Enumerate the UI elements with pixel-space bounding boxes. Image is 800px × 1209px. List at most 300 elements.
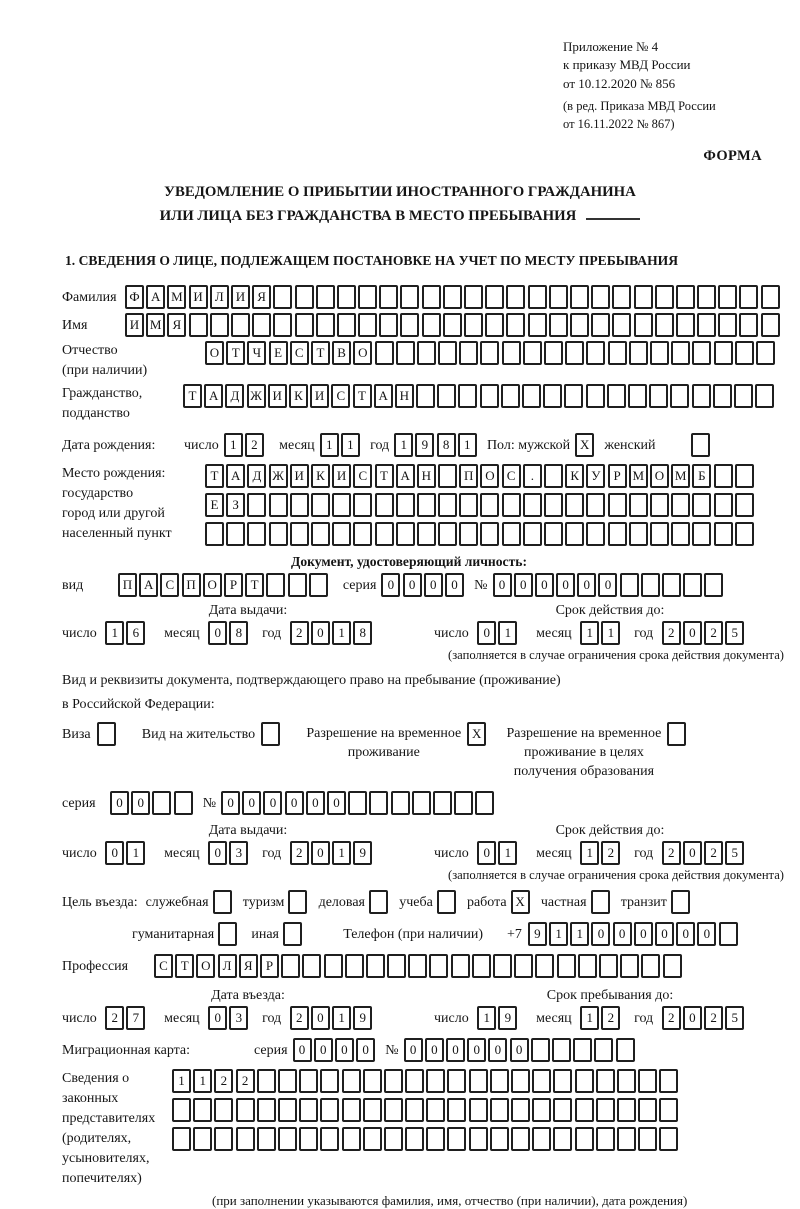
form-cell[interactable] bbox=[523, 493, 542, 517]
form-cell[interactable]: 2 bbox=[214, 1069, 233, 1093]
form-cell[interactable] bbox=[676, 285, 695, 309]
form-cell[interactable]: 7 bbox=[126, 1006, 145, 1030]
form-cell[interactable]: А bbox=[146, 285, 165, 309]
form-cell[interactable]: 0 bbox=[208, 621, 227, 645]
form-cell[interactable]: Р bbox=[608, 464, 627, 488]
form-cell[interactable]: X bbox=[575, 433, 594, 457]
form-cell[interactable] bbox=[490, 1098, 509, 1122]
form-cell[interactable]: Ж bbox=[247, 384, 266, 408]
form-cell[interactable] bbox=[612, 285, 631, 309]
form-cell[interactable]: 0 bbox=[477, 621, 496, 645]
form-cell[interactable] bbox=[320, 1098, 339, 1122]
form-cell[interactable] bbox=[553, 1098, 572, 1122]
form-cell[interactable] bbox=[511, 1069, 530, 1093]
form-cell[interactable] bbox=[586, 493, 605, 517]
form-cell[interactable] bbox=[671, 522, 690, 546]
form-cell[interactable] bbox=[570, 313, 589, 337]
form-cell[interactable] bbox=[218, 922, 237, 946]
form-cell[interactable] bbox=[469, 1098, 488, 1122]
form-cell[interactable]: . bbox=[523, 464, 542, 488]
form-cell[interactable]: 0 bbox=[242, 791, 261, 815]
form-cell[interactable]: 2 bbox=[704, 841, 723, 865]
form-cell[interactable] bbox=[213, 890, 232, 914]
form-cell[interactable]: 0 bbox=[683, 1006, 702, 1030]
form-cell[interactable]: М bbox=[671, 464, 690, 488]
form-cell[interactable]: О bbox=[203, 573, 222, 597]
form-cell[interactable] bbox=[273, 285, 292, 309]
form-cell[interactable]: И bbox=[268, 384, 287, 408]
form-cell[interactable]: Т bbox=[183, 384, 202, 408]
form-cell[interactable] bbox=[405, 1069, 424, 1093]
form-cell[interactable] bbox=[210, 313, 229, 337]
form-cell[interactable]: 2 bbox=[662, 841, 681, 865]
form-cell[interactable] bbox=[502, 341, 521, 365]
form-cell[interactable]: 1 bbox=[193, 1069, 212, 1093]
form-cell[interactable] bbox=[205, 522, 224, 546]
form-cell[interactable] bbox=[532, 1127, 551, 1151]
form-cell[interactable]: С bbox=[331, 384, 350, 408]
form-cell[interactable] bbox=[443, 313, 462, 337]
form-cell[interactable] bbox=[553, 1127, 572, 1151]
form-cell[interactable] bbox=[718, 285, 737, 309]
form-cell[interactable] bbox=[266, 573, 285, 597]
form-cell[interactable]: 9 bbox=[498, 1006, 517, 1030]
form-cell[interactable] bbox=[290, 522, 309, 546]
form-cell[interactable]: Я bbox=[167, 313, 186, 337]
form-cell[interactable]: 0 bbox=[556, 573, 575, 597]
form-cell[interactable] bbox=[332, 493, 351, 517]
form-cell[interactable]: 1 bbox=[580, 841, 599, 865]
form-cell[interactable] bbox=[544, 522, 563, 546]
form-cell[interactable]: П bbox=[118, 573, 137, 597]
form-cell[interactable]: 2 bbox=[601, 841, 620, 865]
form-cell[interactable] bbox=[320, 1127, 339, 1151]
form-cell[interactable]: И bbox=[125, 313, 144, 337]
form-cell[interactable] bbox=[522, 384, 541, 408]
form-cell[interactable] bbox=[667, 722, 686, 746]
form-cell[interactable] bbox=[261, 722, 280, 746]
form-cell[interactable]: 1 bbox=[570, 922, 589, 946]
form-cell[interactable] bbox=[659, 1098, 678, 1122]
form-cell[interactable] bbox=[655, 313, 674, 337]
form-cell[interactable] bbox=[692, 493, 711, 517]
form-cell[interactable]: 1 bbox=[477, 1006, 496, 1030]
form-cell[interactable]: И bbox=[310, 384, 329, 408]
form-cell[interactable] bbox=[692, 341, 711, 365]
form-cell[interactable]: Ф bbox=[125, 285, 144, 309]
form-cell[interactable] bbox=[437, 890, 456, 914]
form-cell[interactable] bbox=[607, 384, 626, 408]
form-cell[interactable]: 0 bbox=[311, 1006, 330, 1030]
form-cell[interactable] bbox=[596, 1127, 615, 1151]
form-cell[interactable] bbox=[299, 1069, 318, 1093]
form-cell[interactable] bbox=[469, 1069, 488, 1093]
form-cell[interactable] bbox=[714, 341, 733, 365]
form-cell[interactable] bbox=[514, 954, 533, 978]
form-cell[interactable]: 2 bbox=[662, 1006, 681, 1030]
form-cell[interactable] bbox=[629, 341, 648, 365]
form-cell[interactable] bbox=[400, 285, 419, 309]
form-cell[interactable]: А bbox=[396, 464, 415, 488]
form-cell[interactable] bbox=[735, 464, 754, 488]
form-cell[interactable] bbox=[565, 522, 584, 546]
form-cell[interactable]: Е bbox=[269, 341, 288, 365]
form-cell[interactable] bbox=[464, 285, 483, 309]
form-cell[interactable]: 0 bbox=[327, 791, 346, 815]
form-cell[interactable]: 0 bbox=[314, 1038, 333, 1062]
form-cell[interactable] bbox=[523, 341, 542, 365]
form-cell[interactable]: Н bbox=[417, 464, 436, 488]
form-cell[interactable]: 5 bbox=[725, 1006, 744, 1030]
form-cell[interactable] bbox=[396, 493, 415, 517]
form-cell[interactable]: О bbox=[480, 464, 499, 488]
form-cell[interactable] bbox=[426, 1069, 445, 1093]
form-cell[interactable]: 6 bbox=[126, 621, 145, 645]
form-cell[interactable]: 5 bbox=[725, 621, 744, 645]
form-cell[interactable] bbox=[659, 1069, 678, 1093]
form-cell[interactable] bbox=[739, 285, 758, 309]
form-cell[interactable] bbox=[422, 313, 441, 337]
form-cell[interactable] bbox=[761, 285, 780, 309]
form-cell[interactable] bbox=[628, 384, 647, 408]
form-cell[interactable] bbox=[447, 1098, 466, 1122]
form-cell[interactable] bbox=[485, 313, 504, 337]
form-cell[interactable]: 0 bbox=[293, 1038, 312, 1062]
form-cell[interactable] bbox=[309, 573, 328, 597]
form-cell[interactable] bbox=[528, 285, 547, 309]
form-cell[interactable]: 1 bbox=[172, 1069, 191, 1093]
form-cell[interactable] bbox=[629, 522, 648, 546]
form-cell[interactable]: X bbox=[511, 890, 530, 914]
form-cell[interactable] bbox=[193, 1127, 212, 1151]
form-cell[interactable] bbox=[608, 341, 627, 365]
form-cell[interactable] bbox=[634, 313, 653, 337]
form-cell[interactable] bbox=[324, 954, 343, 978]
form-cell[interactable] bbox=[316, 313, 335, 337]
form-cell[interactable]: А bbox=[226, 464, 245, 488]
form-cell[interactable] bbox=[281, 954, 300, 978]
form-cell[interactable] bbox=[475, 791, 494, 815]
form-cell[interactable]: 0 bbox=[131, 791, 150, 815]
form-cell[interactable] bbox=[391, 791, 410, 815]
form-cell[interactable] bbox=[438, 464, 457, 488]
form-cell[interactable] bbox=[586, 522, 605, 546]
form-cell[interactable] bbox=[454, 791, 473, 815]
form-cell[interactable] bbox=[299, 1127, 318, 1151]
form-cell[interactable]: К bbox=[289, 384, 308, 408]
form-cell[interactable] bbox=[464, 313, 483, 337]
form-cell[interactable]: 0 bbox=[208, 1006, 227, 1030]
form-cell[interactable]: 2 bbox=[105, 1006, 124, 1030]
form-cell[interactable] bbox=[591, 313, 610, 337]
form-cell[interactable]: М bbox=[167, 285, 186, 309]
form-cell[interactable] bbox=[363, 1127, 382, 1151]
form-cell[interactable] bbox=[426, 1098, 445, 1122]
form-cell[interactable]: З bbox=[226, 493, 245, 517]
form-cell[interactable] bbox=[278, 1127, 297, 1151]
form-cell[interactable] bbox=[596, 1098, 615, 1122]
form-cell[interactable] bbox=[400, 313, 419, 337]
form-cell[interactable]: 0 bbox=[598, 573, 617, 597]
form-cell[interactable]: 0 bbox=[655, 922, 674, 946]
form-cell[interactable]: 0 bbox=[477, 841, 496, 865]
form-cell[interactable]: 1 bbox=[126, 841, 145, 865]
form-cell[interactable] bbox=[692, 384, 711, 408]
form-cell[interactable] bbox=[408, 954, 427, 978]
form-cell[interactable] bbox=[565, 493, 584, 517]
form-cell[interactable] bbox=[363, 1098, 382, 1122]
form-cell[interactable] bbox=[337, 313, 356, 337]
form-cell[interactable] bbox=[552, 1038, 571, 1062]
form-cell[interactable]: 0 bbox=[311, 621, 330, 645]
form-cell[interactable] bbox=[422, 285, 441, 309]
form-cell[interactable]: 3 bbox=[229, 1006, 248, 1030]
form-cell[interactable] bbox=[704, 573, 723, 597]
form-cell[interactable] bbox=[670, 384, 689, 408]
form-cell[interactable]: Л bbox=[218, 954, 237, 978]
form-cell[interactable] bbox=[549, 285, 568, 309]
form-cell[interactable] bbox=[152, 791, 171, 815]
form-cell[interactable] bbox=[193, 1098, 212, 1122]
form-cell[interactable]: 0 bbox=[110, 791, 129, 815]
form-cell[interactable] bbox=[662, 573, 681, 597]
form-cell[interactable]: 0 bbox=[683, 841, 702, 865]
form-cell[interactable] bbox=[485, 285, 504, 309]
form-cell[interactable] bbox=[405, 1098, 424, 1122]
form-cell[interactable]: С bbox=[290, 341, 309, 365]
form-cell[interactable] bbox=[714, 493, 733, 517]
form-cell[interactable]: 0 bbox=[488, 1038, 507, 1062]
form-cell[interactable] bbox=[283, 922, 302, 946]
form-cell[interactable]: 2 bbox=[290, 841, 309, 865]
form-cell[interactable] bbox=[438, 493, 457, 517]
form-cell[interactable] bbox=[620, 954, 639, 978]
form-cell[interactable] bbox=[599, 954, 618, 978]
form-cell[interactable]: О bbox=[196, 954, 215, 978]
form-cell[interactable]: 0 bbox=[591, 922, 610, 946]
form-cell[interactable] bbox=[302, 954, 321, 978]
form-cell[interactable] bbox=[714, 522, 733, 546]
form-cell[interactable]: 0 bbox=[446, 1038, 465, 1062]
form-cell[interactable] bbox=[641, 954, 660, 978]
form-cell[interactable] bbox=[342, 1098, 361, 1122]
form-cell[interactable]: 1 bbox=[320, 433, 339, 457]
form-cell[interactable]: 1 bbox=[580, 1006, 599, 1030]
form-cell[interactable] bbox=[663, 954, 682, 978]
form-cell[interactable]: 0 bbox=[697, 922, 716, 946]
form-cell[interactable] bbox=[544, 493, 563, 517]
form-cell[interactable] bbox=[288, 573, 307, 597]
form-cell[interactable] bbox=[437, 384, 456, 408]
form-cell[interactable]: 1 bbox=[224, 433, 243, 457]
form-cell[interactable] bbox=[358, 313, 377, 337]
form-cell[interactable] bbox=[739, 313, 758, 337]
form-cell[interactable] bbox=[594, 1038, 613, 1062]
form-cell[interactable] bbox=[575, 1069, 594, 1093]
form-cell[interactable] bbox=[337, 285, 356, 309]
form-cell[interactable] bbox=[511, 1127, 530, 1151]
form-cell[interactable] bbox=[683, 573, 702, 597]
form-cell[interactable] bbox=[438, 522, 457, 546]
form-cell[interactable] bbox=[591, 285, 610, 309]
form-cell[interactable]: 0 bbox=[335, 1038, 354, 1062]
form-cell[interactable]: У bbox=[586, 464, 605, 488]
form-cell[interactable]: 0 bbox=[311, 841, 330, 865]
form-cell[interactable]: 0 bbox=[425, 1038, 444, 1062]
form-cell[interactable]: Т bbox=[353, 384, 372, 408]
form-cell[interactable] bbox=[342, 1127, 361, 1151]
form-cell[interactable]: Ж bbox=[269, 464, 288, 488]
form-cell[interactable]: И bbox=[231, 285, 250, 309]
form-cell[interactable]: 0 bbox=[356, 1038, 375, 1062]
form-cell[interactable] bbox=[375, 341, 394, 365]
form-cell[interactable] bbox=[311, 493, 330, 517]
form-cell[interactable] bbox=[379, 313, 398, 337]
form-cell[interactable] bbox=[387, 954, 406, 978]
form-cell[interactable] bbox=[480, 522, 499, 546]
form-cell[interactable]: 0 bbox=[404, 1038, 423, 1062]
form-cell[interactable] bbox=[358, 285, 377, 309]
form-cell[interactable] bbox=[288, 890, 307, 914]
form-cell[interactable] bbox=[578, 954, 597, 978]
form-cell[interactable] bbox=[608, 493, 627, 517]
form-cell[interactable] bbox=[490, 1127, 509, 1151]
form-cell[interactable] bbox=[671, 493, 690, 517]
form-cell[interactable] bbox=[544, 464, 563, 488]
form-cell[interactable] bbox=[257, 1069, 276, 1093]
form-cell[interactable] bbox=[493, 954, 512, 978]
form-cell[interactable] bbox=[231, 313, 250, 337]
form-cell[interactable]: Т bbox=[311, 341, 330, 365]
form-cell[interactable]: Д bbox=[247, 464, 266, 488]
form-cell[interactable]: О bbox=[353, 341, 372, 365]
form-cell[interactable]: Р bbox=[260, 954, 279, 978]
form-cell[interactable]: П bbox=[182, 573, 201, 597]
form-cell[interactable] bbox=[226, 522, 245, 546]
form-cell[interactable] bbox=[405, 1127, 424, 1151]
form-cell[interactable] bbox=[502, 493, 521, 517]
form-cell[interactable]: 0 bbox=[221, 791, 240, 815]
form-cell[interactable]: 2 bbox=[662, 621, 681, 645]
form-cell[interactable]: 0 bbox=[285, 791, 304, 815]
form-cell[interactable]: 8 bbox=[229, 621, 248, 645]
form-cell[interactable] bbox=[366, 954, 385, 978]
form-cell[interactable]: 2 bbox=[601, 1006, 620, 1030]
form-cell[interactable]: 1 bbox=[332, 621, 351, 645]
form-cell[interactable] bbox=[459, 341, 478, 365]
form-cell[interactable] bbox=[573, 1038, 592, 1062]
form-cell[interactable] bbox=[458, 384, 477, 408]
form-cell[interactable]: 2 bbox=[704, 1006, 723, 1030]
form-cell[interactable] bbox=[586, 341, 605, 365]
form-cell[interactable] bbox=[650, 341, 669, 365]
form-cell[interactable] bbox=[273, 313, 292, 337]
form-cell[interactable] bbox=[353, 522, 372, 546]
form-cell[interactable] bbox=[638, 1069, 657, 1093]
form-cell[interactable] bbox=[480, 493, 499, 517]
form-cell[interactable] bbox=[412, 791, 431, 815]
form-cell[interactable]: 0 bbox=[208, 841, 227, 865]
form-cell[interactable] bbox=[490, 1069, 509, 1093]
form-cell[interactable]: И bbox=[290, 464, 309, 488]
form-cell[interactable]: Я bbox=[252, 285, 271, 309]
form-cell[interactable] bbox=[655, 285, 674, 309]
form-cell[interactable] bbox=[718, 313, 737, 337]
form-cell[interactable]: М bbox=[146, 313, 165, 337]
form-cell[interactable]: Р bbox=[224, 573, 243, 597]
form-cell[interactable] bbox=[671, 890, 690, 914]
form-cell[interactable] bbox=[735, 522, 754, 546]
form-cell[interactable] bbox=[620, 573, 639, 597]
form-cell[interactable] bbox=[447, 1069, 466, 1093]
form-cell[interactable] bbox=[257, 1127, 276, 1151]
form-cell[interactable]: 1 bbox=[394, 433, 413, 457]
form-cell[interactable] bbox=[553, 1069, 572, 1093]
form-cell[interactable]: 0 bbox=[403, 573, 422, 597]
form-cell[interactable] bbox=[755, 384, 774, 408]
form-cell[interactable] bbox=[523, 522, 542, 546]
form-cell[interactable]: 0 bbox=[613, 922, 632, 946]
form-cell[interactable] bbox=[549, 313, 568, 337]
form-cell[interactable]: Я bbox=[239, 954, 258, 978]
form-cell[interactable]: 0 bbox=[306, 791, 325, 815]
form-cell[interactable]: 3 bbox=[229, 841, 248, 865]
form-cell[interactable] bbox=[616, 1038, 635, 1062]
form-cell[interactable] bbox=[375, 493, 394, 517]
form-cell[interactable] bbox=[502, 522, 521, 546]
form-cell[interactable] bbox=[236, 1127, 255, 1151]
form-cell[interactable] bbox=[459, 493, 478, 517]
form-cell[interactable] bbox=[528, 313, 547, 337]
form-cell[interactable] bbox=[671, 341, 690, 365]
form-cell[interactable]: 9 bbox=[353, 1006, 372, 1030]
form-cell[interactable] bbox=[295, 313, 314, 337]
form-cell[interactable] bbox=[535, 954, 554, 978]
form-cell[interactable]: А bbox=[374, 384, 393, 408]
form-cell[interactable] bbox=[174, 791, 193, 815]
form-cell[interactable] bbox=[417, 341, 436, 365]
form-cell[interactable]: 0 bbox=[514, 573, 533, 597]
form-cell[interactable]: 1 bbox=[458, 433, 477, 457]
form-cell[interactable] bbox=[543, 384, 562, 408]
form-cell[interactable]: Т bbox=[375, 464, 394, 488]
form-cell[interactable] bbox=[379, 285, 398, 309]
form-cell[interactable]: 0 bbox=[577, 573, 596, 597]
form-cell[interactable]: Е bbox=[205, 493, 224, 517]
form-cell[interactable] bbox=[575, 1127, 594, 1151]
form-cell[interactable] bbox=[714, 464, 733, 488]
form-cell[interactable] bbox=[247, 522, 266, 546]
form-cell[interactable]: 0 bbox=[676, 922, 695, 946]
form-cell[interactable] bbox=[511, 1098, 530, 1122]
form-cell[interactable] bbox=[438, 341, 457, 365]
form-cell[interactable] bbox=[596, 1069, 615, 1093]
form-cell[interactable] bbox=[295, 285, 314, 309]
form-cell[interactable] bbox=[417, 493, 436, 517]
form-cell[interactable] bbox=[649, 384, 668, 408]
form-cell[interactable] bbox=[459, 522, 478, 546]
form-cell[interactable]: 0 bbox=[445, 573, 464, 597]
form-cell[interactable] bbox=[506, 313, 525, 337]
form-cell[interactable] bbox=[557, 954, 576, 978]
form-cell[interactable]: А bbox=[204, 384, 223, 408]
form-cell[interactable]: К bbox=[565, 464, 584, 488]
form-cell[interactable]: X bbox=[467, 722, 486, 746]
form-cell[interactable] bbox=[650, 522, 669, 546]
form-cell[interactable] bbox=[719, 922, 738, 946]
form-cell[interactable] bbox=[172, 1098, 191, 1122]
form-cell[interactable] bbox=[501, 384, 520, 408]
